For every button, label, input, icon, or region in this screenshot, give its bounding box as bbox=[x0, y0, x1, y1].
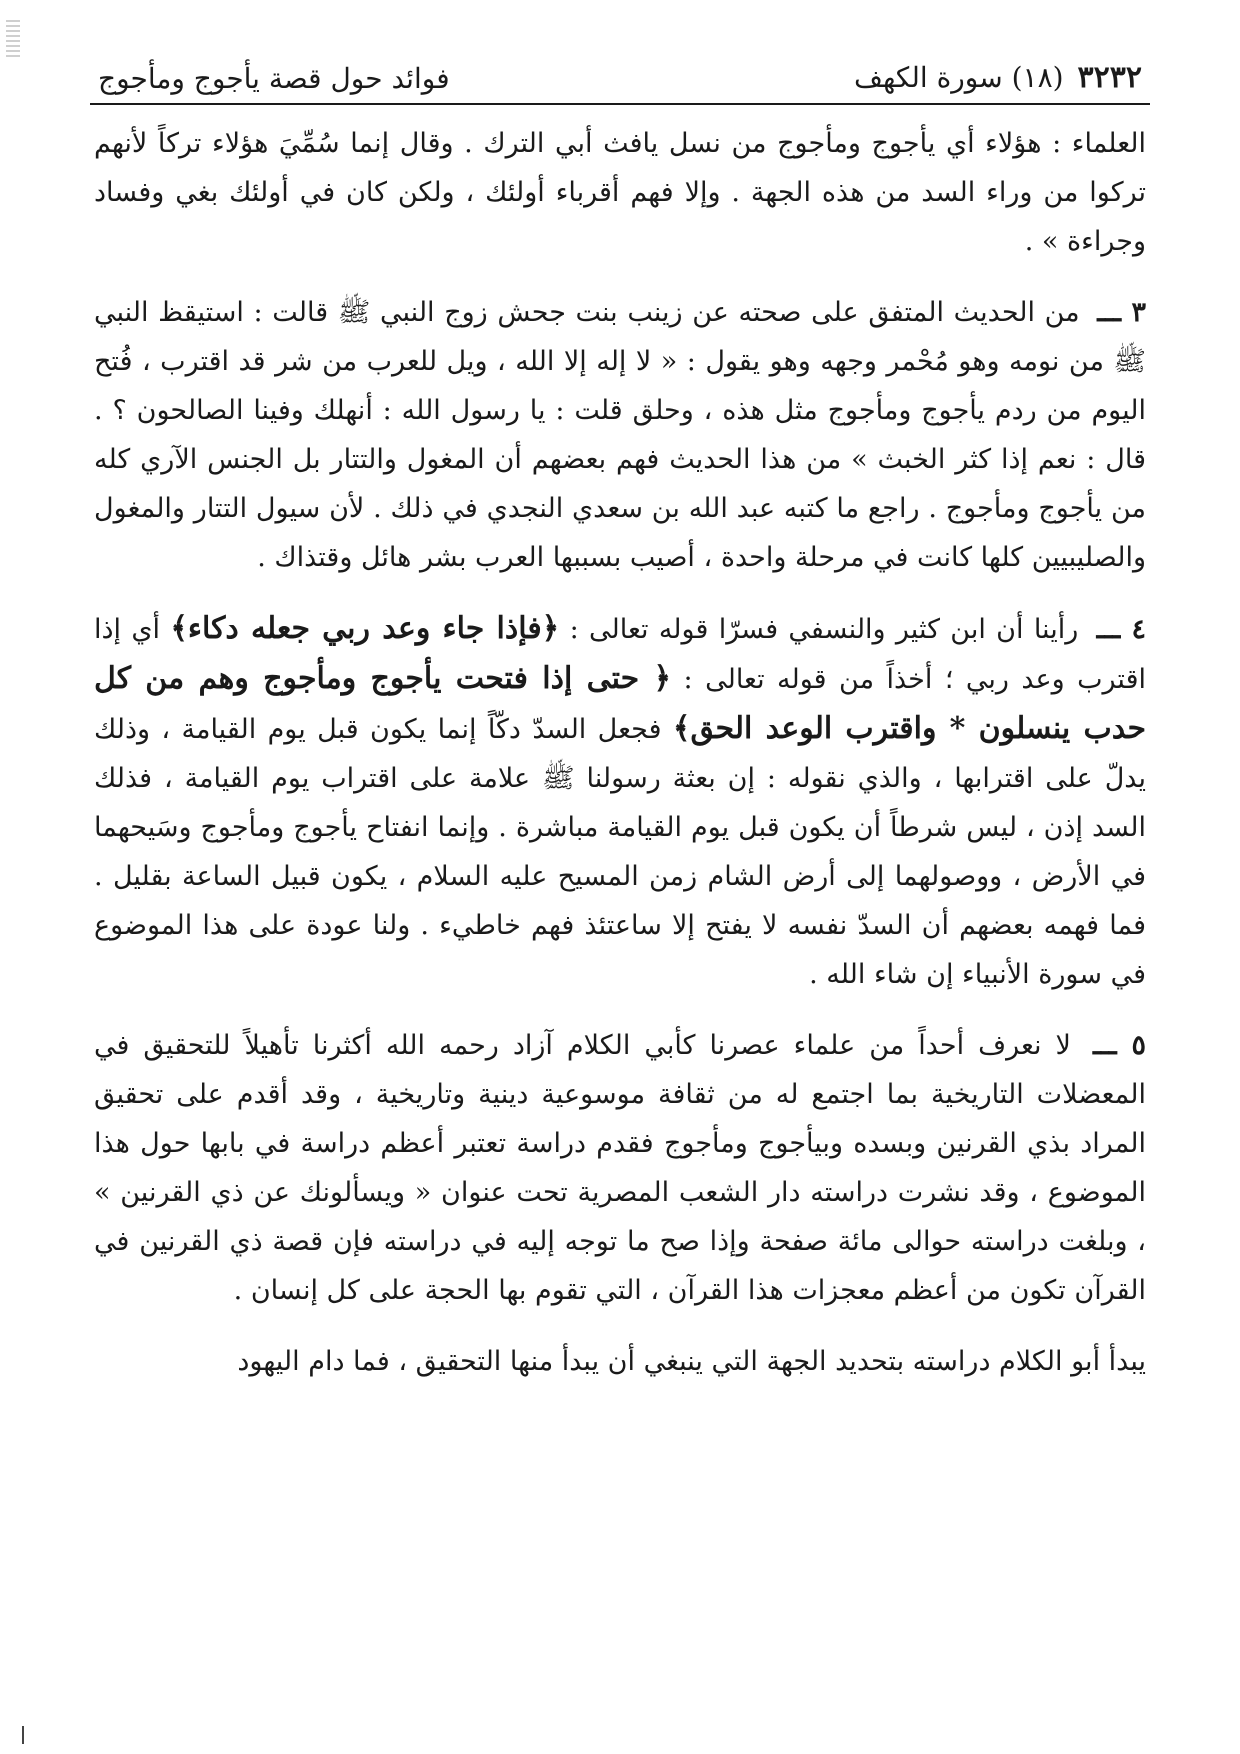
paragraph-3 bbox=[94, 288, 1146, 582]
paragraph-final bbox=[94, 1337, 1146, 1386]
paragraph-text: أي إذا اقترب وعد ربي ؛ أخذاً من قوله تعالى : bbox=[94, 614, 1146, 695]
running-header bbox=[90, 60, 1150, 105]
paragraph-continued bbox=[94, 119, 1146, 266]
paragraph-number: ٤ ـــ bbox=[1096, 614, 1146, 645]
page-body bbox=[90, 105, 1150, 1386]
scan-edge-marks bbox=[6, 20, 20, 60]
header-right-group bbox=[854, 60, 1142, 95]
quran-verse: ﴿ حتى إذا فتحت يأجوج ومأجوج وهم من كل حدب ينسلون * واقترب الوعد الحق﴾ bbox=[94, 661, 1147, 746]
paragraph-text: العلماء : هؤلاء أي يأجوج ومأجوج من نسل يافث أبي الترك . وقال إنما سُمِّيَ هؤلاء تركاً لأنهم تركوا من وراء السد من هذه الجهة . وإلا فهم أقرباء أولئك ، ولكن كان في أولئك بغي وفساد وجراءة » . bbox=[94, 128, 1146, 257]
paragraph-text: رأينا أن ابن كثير والنسفي فسرّا قوله تعالى : bbox=[569, 614, 1079, 645]
paragraph-5 bbox=[94, 1021, 1146, 1315]
paragraph-4 bbox=[94, 604, 1146, 999]
quran-verse: ﴿فإذا جاء وعد ربي جعله دكاء﴾ bbox=[170, 611, 560, 646]
scan-edge-mark-bottom bbox=[22, 1726, 24, 1744]
paragraph-number: ٣ ـــ bbox=[1097, 297, 1147, 328]
page-number: ٣٢٣٢ bbox=[1077, 60, 1142, 95]
paragraph-text: من الحديث المتفق على صحته عن زينب بنت جحش زوج النبي ﷺ قالت : استيقظ النبي ﷺ من نومه وهو مُحْمر وجهه وهو يقول : « لا إله إلا الله ، ويل للعرب من شر قد اقترب ، فُتح اليوم من ردم يأجوج ومأجوج مثل هذه ، وحلق قلت : يا رسول الله : أنهلك وفينا الصالحون ؟ . قال : نعم إذا كثر الخبث » من هذا الحديث فهم بعضهم أن المغول والتتار بل الجنس الآري كله من يأجوج ومأجوج . راجع ما كتبه عبد الله بن سعدي النجدي في ذلك . لأن سيول التتار والمغول والصليبيين كلها كانت في مرحلة واحدة ، أصيب بسببها العرب بشر هائل وقتذاك . bbox=[94, 297, 1146, 573]
surah-label: (١٨) سورة الكهف bbox=[854, 61, 1064, 94]
paragraph-text: فجعل السدّ دكّاً إنما يكون قبل يوم القيامة ، وذلك يدلّ على اقترابها ، والذي نقوله : إن بعثة رسولنا ﷺ علامة على اقتراب يوم القيامة ، فذلك السد إذن ، ليس شرطاً أن يكون قبل يوم القيامة مباشرة . وإنما انفتاح يأجوج ومأجوج وسَيحهما في الأرض ، ووصولهما إلى أرض الشام زمن المسيح عليه السلام ، يكون قبيل الساعة بقليل . فما فهمه بعضهم أن السدّ نفسه لا يفتح إلا ساعتئذ فهم خاطيء . ولنا عودة على هذا الموضوع في سورة الأنبياء إن شاء الله . bbox=[94, 714, 1146, 990]
paragraph-text: يبدأ أبو الكلام دراسته بتحديد الجهة التي ينبغي أن يبدأ منها التحقيق ، فما دام اليهود bbox=[237, 1346, 1146, 1377]
section-title: فوائد حول قصة يأجوج ومأجوج bbox=[98, 62, 450, 95]
paragraph-text: لا نعرف أحداً من علماء عصرنا كأبي الكلام آزاد رحمه الله أكثرنا تأهيلاً للتحقيق في المعضلات التاريخية بما اجتمع له من ثقافة موسوعية دينية وتاريخية ، وقد أقدم على تحقيق المراد بذي القرنين وبسده وبيأجوج ومأجوج فقدم دراسة تعتبر أعظم دراسة في بابها حول هذا الموضوع ، وقد نشرت دراسته دار الشعب المصرية تحت عنوان « ويسألونك عن ذي القرنين » ، وبلغت دراسته حوالى مائة صفحة وإذا صح ما توجه إليه في دراسته فإن قصة ذي القرنين في القرآن تكون من أعظم معجزات هذا القرآن ، التي تقوم بها الحجة على كل إنسان . bbox=[94, 1030, 1146, 1306]
paragraph-number: ٥ ـــ bbox=[1092, 1030, 1147, 1061]
document-page bbox=[90, 60, 1150, 1408]
